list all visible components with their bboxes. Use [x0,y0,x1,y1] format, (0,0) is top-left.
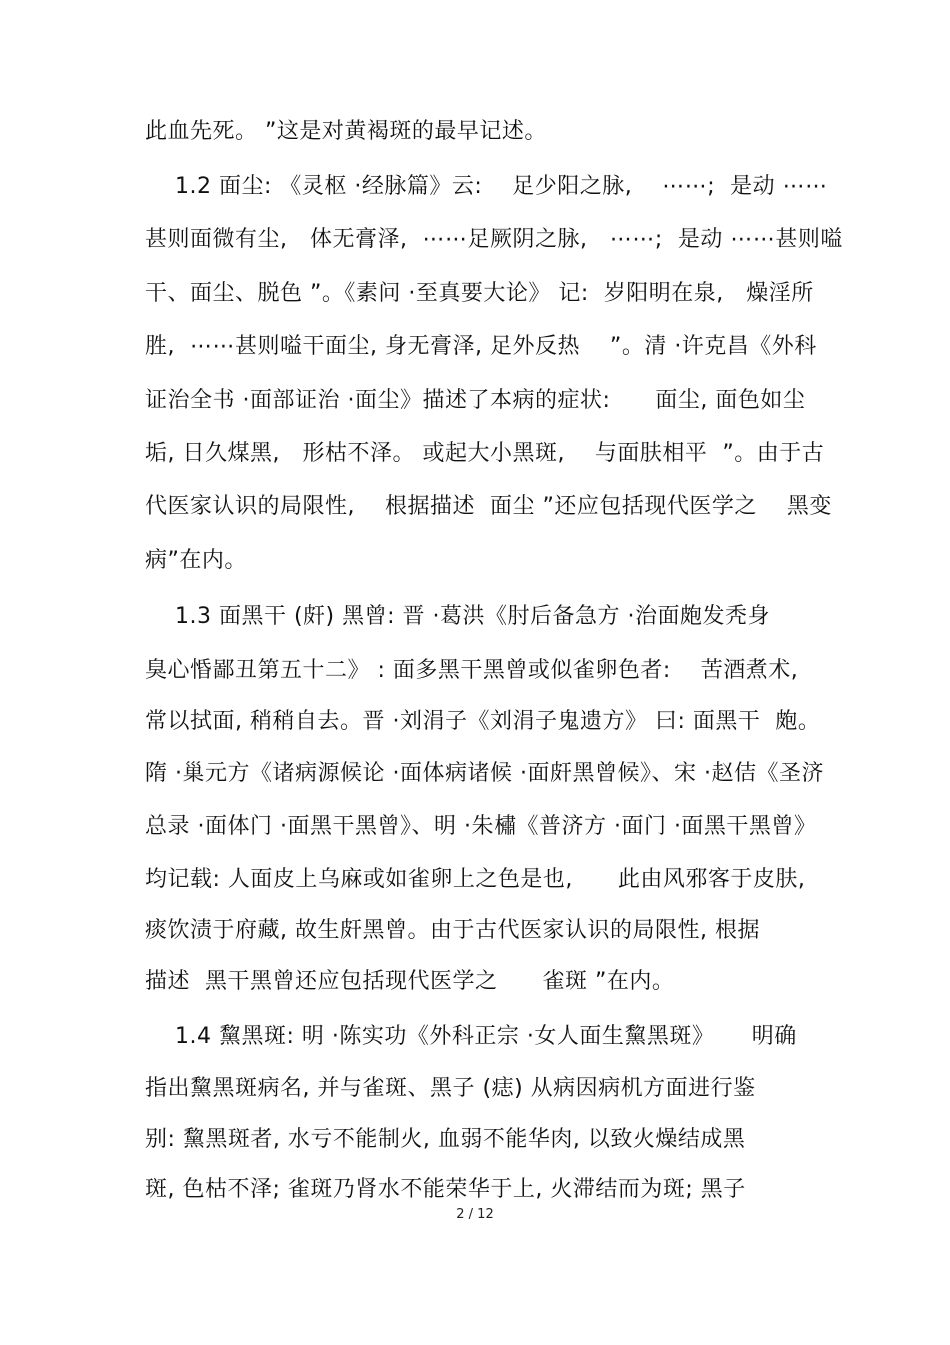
text-line: 病”在内。 [145,548,247,573]
text-line: 代医家认识的局限性, 根据描述 面尘 ”还应包括现代医学之 黑变 [145,494,832,519]
page-number: 2 / 12 [456,1207,494,1222]
text-line: 斑, 色枯不泽; 雀斑乃肾水不能荣华于上, 火滞结而为斑; 黑子 [145,1177,746,1202]
text-line: 别: 黧黑斑者, 水亏不能制火, 血弱不能华肉, 以致火燥结成黑 [145,1127,746,1152]
text-line: 隋 ·巢元方《诸病源候论 ·面体病诸候 ·面皯黑曾候》、宋 ·赵佶《圣济 [145,761,824,786]
text-line: 甚则面微有尘, 体无膏泽, ⋯⋯足厥阴之脉, ⋯⋯; 是动 ⋯⋯甚则嗌 [145,227,843,252]
text-line: 常以拭面, 稍稍自去。晋 ·刘涓子《刘涓子鬼遗方》 曰: 面黑干 皰。 [145,709,821,734]
text-line: 证治全书 ·面部证治 ·面尘》描述了本病的症状: 面尘, 面色如尘 [145,388,806,413]
text-line: 此血先死。 ”这是对黄褐斑的最早记述。 [145,119,547,144]
text-line: 描述 黑干黑曾还应包括现代医学之 雀斑 ”在内。 [145,969,675,994]
text-line: 总录 ·面体门 ·面黑干黑曾》、明 ·朱橚《普济方 ·面门 ·面黑干黑曾》 [145,814,817,839]
text-line: 1.2 面尘: 《灵枢 ·经脉篇》云: 足少阳之脉, ⋯⋯; 是动 ⋯⋯ [145,174,828,199]
text-line: 指出黧黑斑病名, 并与雀斑、黑子 (痣) 从病因病机方面进行鉴 [145,1076,756,1101]
text-line: 干、面尘、脱色 ”。《素问 ·至真要大论》 记: 岁阳明在泉, 燥淫所 [145,281,814,306]
text-line: 1.4 黧黑斑: 明 ·陈实功《外科正宗 ·女人面生黧黑斑》 明确 [145,1024,797,1049]
text-line: 痰饮渍于府藏, 故生皯黑曾。由于古代医家认识的局限性, 根据 [145,918,760,943]
text-line: 1.3 面黑干 (皯) 黑曾: 晋 ·葛洪《肘后备急方 ·治面皰发秃身 [145,604,770,629]
text-line: 胜, ⋯⋯甚则嗌干面尘, 身无膏泽, 足外反热 ”。清 ·许克昌《外科 [145,334,817,359]
text-line: 垢, 日久煤黑, 形枯不泽。 或起大小黑斑, 与面肤相平 ”。由于古 [145,441,825,466]
text-line: 均记载: 人面皮上乌麻或如雀卵上之色是也, 此由风邪客于皮肤, [145,867,806,892]
text-line: 臭心惛鄙丑第五十二》 : 面多黑干黑曾或似雀卵色者: 苦酒煮术, [145,658,799,683]
